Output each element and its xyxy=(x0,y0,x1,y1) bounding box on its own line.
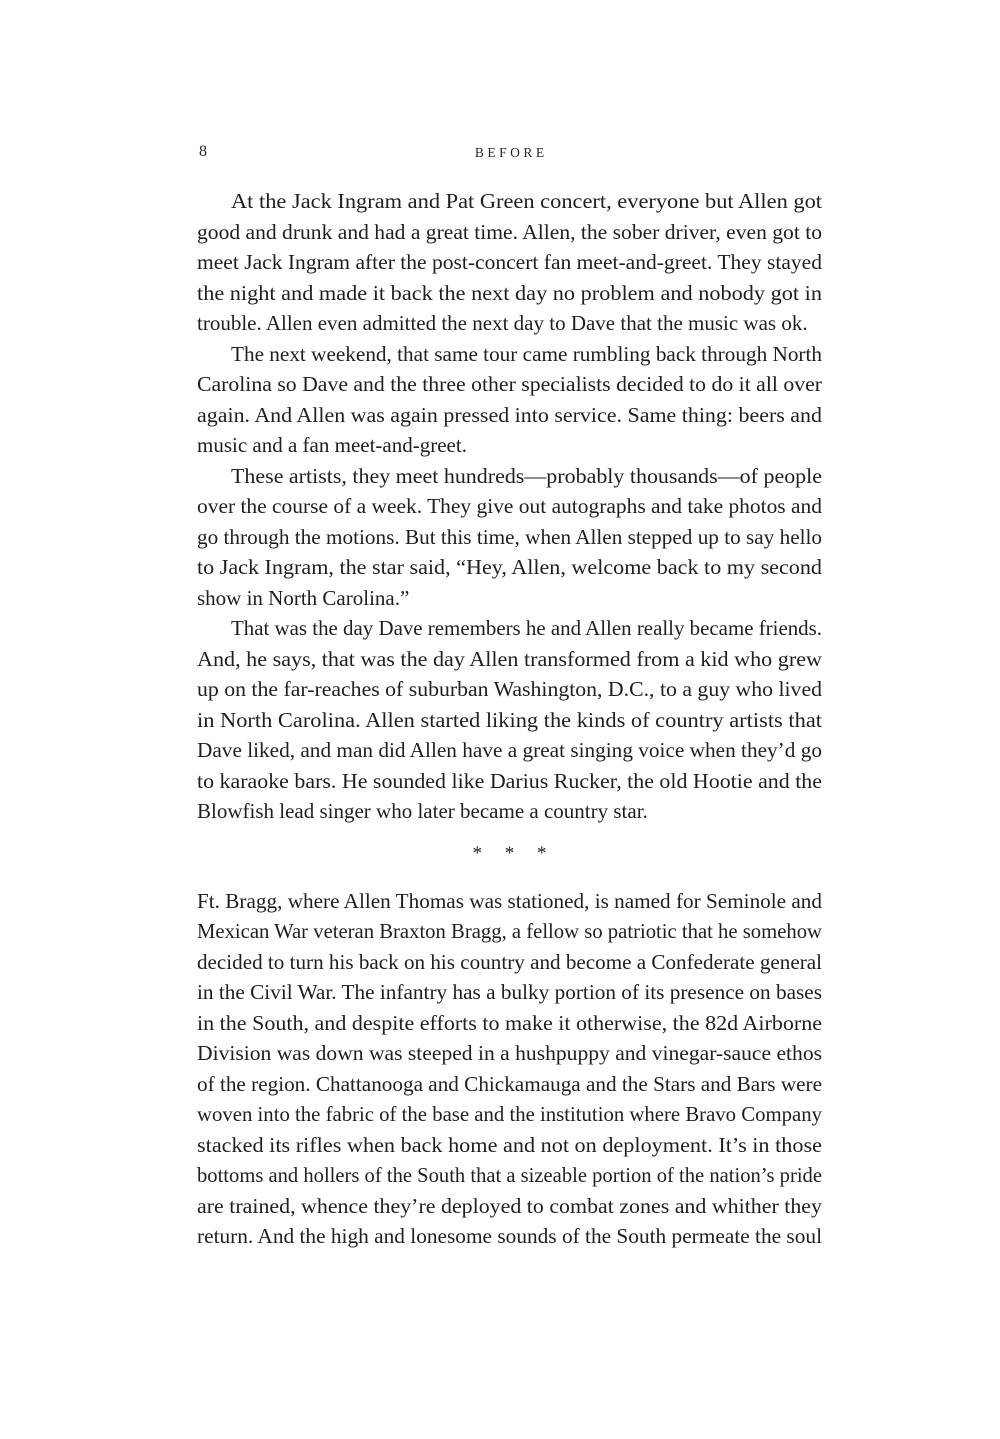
text-line: are trained, whence they’re deployed to combat zones and whither they xyxy=(197,1193,822,1218)
text-line: Mexican War veteran Braxton Bragg, a fellow so patriotic that he somehow xyxy=(197,919,822,943)
text-line: in North Carolina. Allen started liking the kinds of country artists that xyxy=(197,707,822,732)
text-line: bottoms and hollers of the South that a sizeable portion of the nation’s pride xyxy=(197,1163,822,1187)
text-line: of the region. Chattanooga and Chickamauga and the Stars and Bars were xyxy=(197,1071,822,1096)
text-line: in the Civil War. The infantry has a bulky portion of its presence on bases xyxy=(197,980,822,1004)
page-header xyxy=(197,142,822,162)
text-line: That was the day Dave remembers he and Allen really became friends. xyxy=(231,616,822,640)
paragraph-5 xyxy=(197,886,822,1252)
text-line: The next weekend, that same tour came rumbling back through North xyxy=(231,341,822,366)
paragraph-3 xyxy=(197,461,822,614)
text-line: to Jack Ingram, the star said, “Hey, Allen, welcome back to my second xyxy=(197,555,822,579)
text-line: decided to turn his back on his country and become a Confederate general xyxy=(197,949,822,974)
text-line: Dave liked, and man did Allen have a great singing voice when they’d go xyxy=(197,738,822,762)
text-line: woven into the fabric of the base and the institution where Bravo Company xyxy=(197,1102,822,1126)
paragraph-1 xyxy=(197,186,822,339)
text-line: to karaoke bars. He sounded like Darius Rucker, the old Hootie and the xyxy=(197,768,822,793)
text-line: These artists, they meet hundreds—probably thousands—of people xyxy=(231,463,822,488)
text-line: trouble. Allen even admitted the next day to Dave that the music was ok. xyxy=(197,311,808,335)
text-line: in the South, and despite efforts to make it otherwise, the 82d Airborne xyxy=(197,1010,822,1035)
text-line: Blowfish lead singer who later became a country star. xyxy=(197,799,648,823)
text-line: meet Jack Ingram after the post-concert fan meet-and-greet. They stayed xyxy=(197,250,822,274)
text-line: Ft. Bragg, where Allen Thomas was stationed, is named for Seminole and xyxy=(197,888,822,913)
text-line: return. And the high and lonesome sounds of the South permeate the soul xyxy=(197,1224,823,1248)
text-line: Carolina so Dave and the three other specialists decided to do it all over xyxy=(197,372,822,396)
page-body xyxy=(197,186,822,1252)
text-line: show in North Carolina.” xyxy=(197,585,410,610)
text-line: go through the motions. But this time, when Allen stepped up to say hello xyxy=(197,524,822,549)
text-line: the night and made it back the next day no problem and nobody got in xyxy=(197,280,822,305)
text-line: stacked its rifles when back home and not on deployment. It’s in those xyxy=(197,1132,822,1157)
running-head: BEFORE xyxy=(474,145,548,160)
text-line: up on the far-reaches of suburban Washington, D.C., to a guy who lived xyxy=(197,677,822,701)
paragraph-4 xyxy=(197,613,822,827)
paragraph-2 xyxy=(197,339,822,461)
text-line: over the course of a week. They give out autographs and take photos and xyxy=(197,494,822,518)
text-line: Division was down was steeped in a hushpuppy and vinegar-sauce ethos xyxy=(197,1041,822,1065)
page-number: 8 xyxy=(199,143,207,160)
text-line: And, he says, that was the day Allen transformed from a kid who grew xyxy=(197,646,822,671)
text-line: music and a fan meet-and-greet. xyxy=(197,433,467,457)
section-break: * * * xyxy=(472,842,556,864)
text-line: good and drunk and had a great time. Allen, the sober driver, even got to xyxy=(197,219,822,244)
text-line: again. And Allen was again pressed into service. Same thing: beers and xyxy=(197,402,822,427)
text-line: At the Jack Ingram and Pat Green concert, everyone but Allen got xyxy=(231,189,822,213)
